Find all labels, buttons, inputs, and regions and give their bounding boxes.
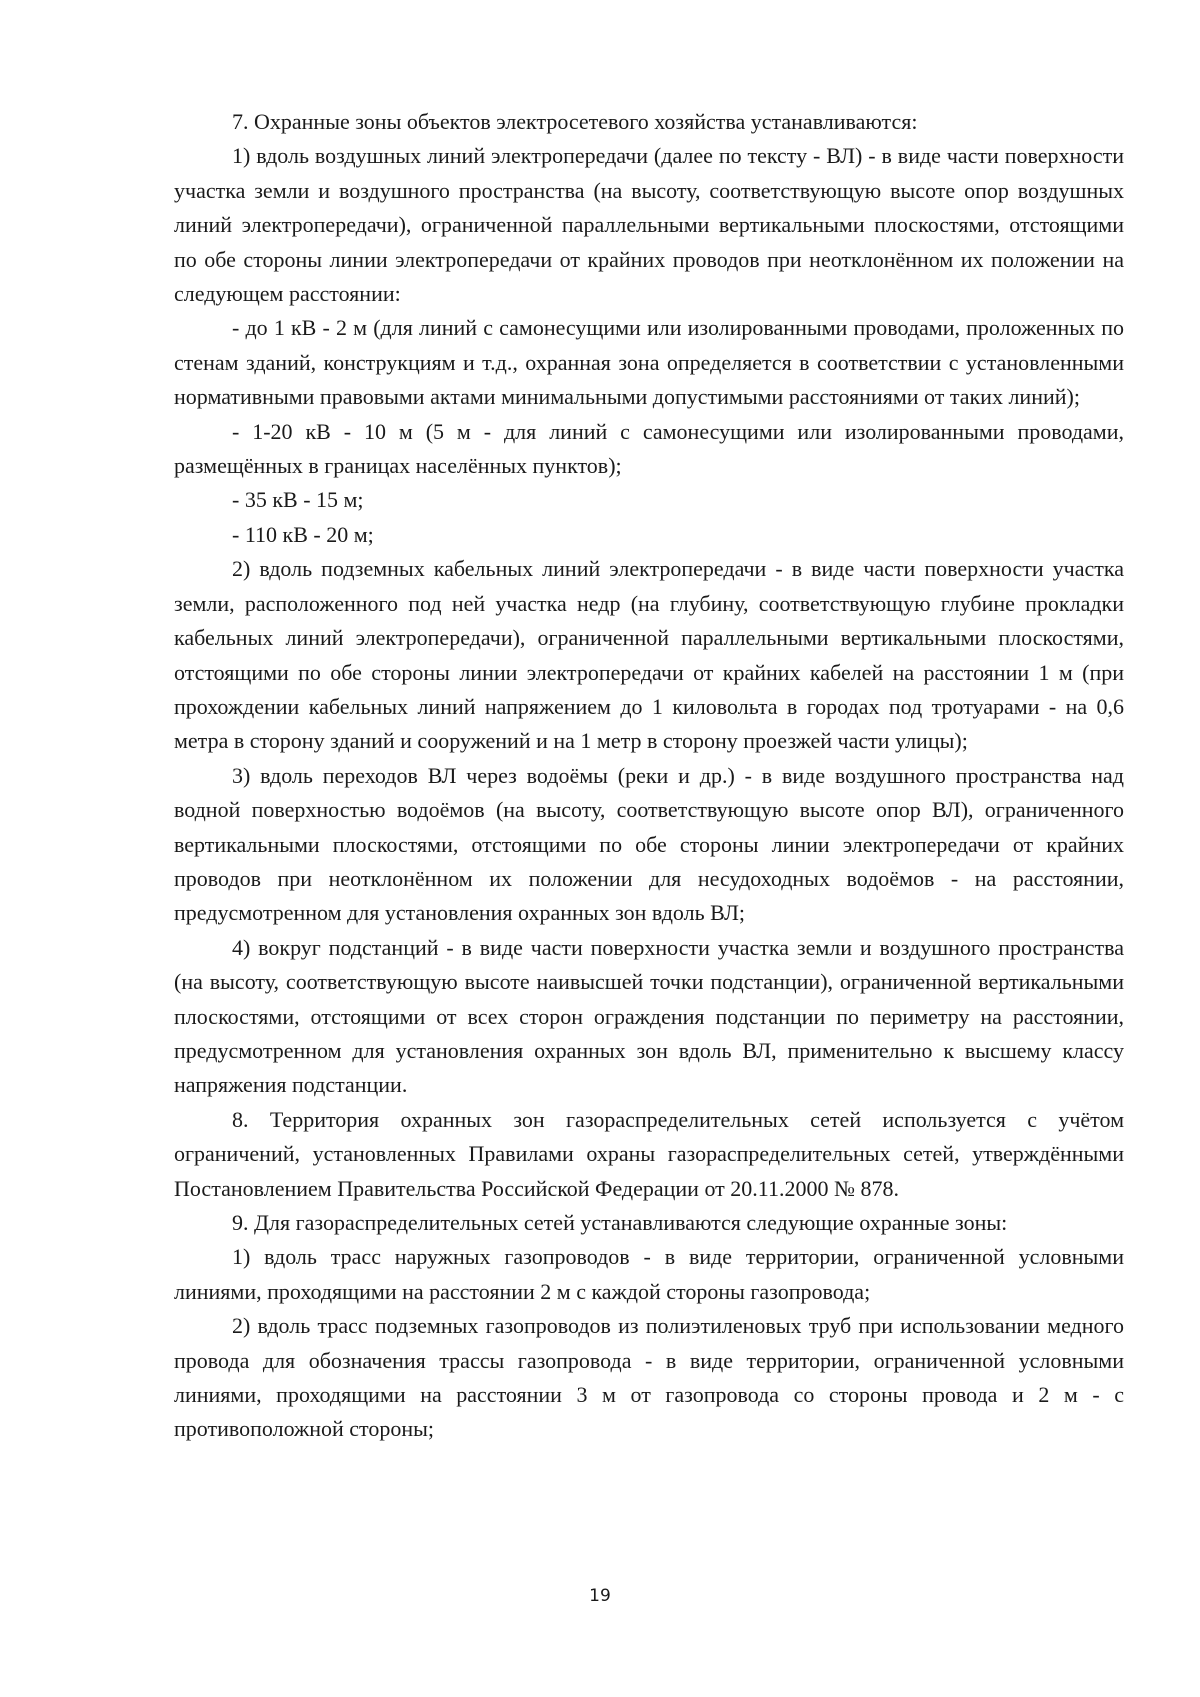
paragraph-1-20kv: - 1-20 кВ - 10 м (5 м - для линий с самонесущими или изолированными проводами, размещённых в границах населённых пунктов); <box>174 418 1124 479</box>
paragraph-polyethylene-pipelines: 2) вдоль трасс подземных газопроводов из полиэтиленовых труб при использовании медного провода для обозначения трассы газопровода - в виде территории, ограниченной условными линиями, проходящими на расстоянии 3 м от газопровода со стороны провода и 2 м - с противоположной стороны; <box>174 1313 1124 1442</box>
paragraph-water-crossings: 3) вдоль переходов ВЛ через водоёмы (реки и др.) - в виде воздушного пространства над водной поверхностью водоёмов (на высоту, соответствующую высоте опор ВЛ), ограниченного вертикальными плоскостями, отстоящими по обе стороны линии электропередачи от крайних проводов при неотклонённом их положении для несудоходных водоёмов - на расстоянии, предусмотренном для установления охранных зон вдоль ВЛ; <box>174 762 1124 926</box>
paragraph-up-to-1kv: - до 1 кВ - 2 м (для линий с самонесущими или изолированными проводами, проложенных по стенам зданий, конструкциям и т.д., охранная зона определяется в соответствии с установленными нормативными правовыми актами минимальными допустимыми расстояниями от таких линий); <box>174 315 1124 410</box>
page-number: 19 <box>589 1586 611 1606</box>
paragraph-110kv: - 110 кВ - 20 м; <box>232 521 374 547</box>
paragraph-9-heading: 9. Для газораспределительных сетей устанавливаются следующие охранные зоны: <box>232 1210 1008 1235</box>
document-body <box>174 105 1124 1447</box>
paragraph-35kv: - 35 кВ - 15 м; <box>232 487 364 513</box>
paragraph-8-gas-networks: 8. Территория охранных зон газораспределительных сетей используется с учётом ограничений, установленных Правилами охраны газораспределительных сетей, утверждёнными Постановлением Правительства Российской Федерации от 20.11.2000 № 878. <box>174 1106 1124 1201</box>
paragraph-substations: 4) вокруг подстанций - в виде части поверхности участка земли и воздушного пространства (на высоту, соответствующую высоте наивысшей точки подстанции), ограниченной вертикальными плоскостями, отстоящими от всех сторон ограждения подстанции по периметру на расстоянии, предусмотренном для установления охранных зон вдоль ВЛ, применительно к высшему классу напряжения подстанции. <box>174 934 1124 1098</box>
paragraph-outdoor-pipelines: 1) вдоль трасс наружных газопроводов - в виде территории, ограниченной условными линиями, проходящими на расстоянии 2 м с каждой стороны газопровода; <box>174 1244 1124 1304</box>
paragraph-underground-cables: 2) вдоль подземных кабельных линий электропередачи - в виде части поверхности участка земли, расположенного под ней участка недр (на глубину, соответствующую глубине прокладки кабельных линий электропередачи), ограниченной параллельными вертикальными плоскостями, отстоящими по обе стороны линии электропередачи от крайних кабелей на расстоянии 1 м (при прохождении кабельных линий напряжением до 1 киловольта в городах под тротуарами - на 0,6 метра в сторону зданий и сооружений и на 1 метр в сторону проезжей части улицы); <box>174 556 1124 754</box>
paragraph-7-heading: 7. Охранные зоны объектов электросетевого хозяйства устанавливаются: <box>232 109 918 134</box>
paragraph-overhead-lines: 1) вдоль воздушных линий электропередачи (далее по тексту - ВЛ) - в виде части поверхности участка земли и воздушного пространства (на высоту, соответствующую высоте опор воздушных линий электропередачи), ограниченной параллельными вертикальными плоскостями, отстоящими по обе стороны линии электропередачи от крайних проводов при неотклонённом их положении на следующем расстоянии: <box>174 143 1124 307</box>
